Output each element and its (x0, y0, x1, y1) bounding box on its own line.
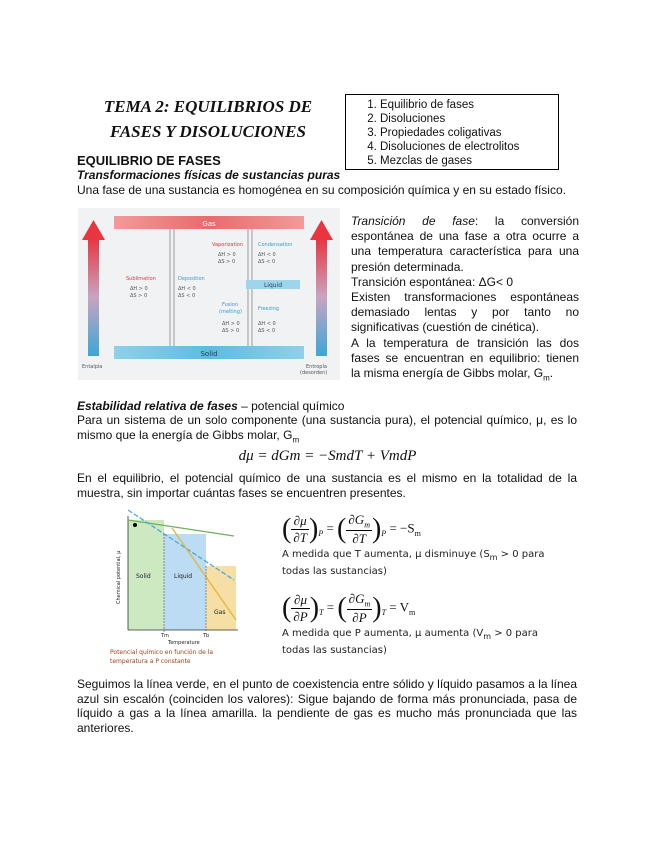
eq2-caption-a: A medida que P aumenta, μ aumenta (V (282, 628, 484, 639)
condensation-ds: ΔS < 0 (258, 259, 276, 265)
liquid-region (164, 534, 206, 630)
fusion-dh: ΔH > 0 (222, 321, 240, 327)
eq1-caption-c: todas las sustancias) (282, 566, 387, 577)
deposition-ds: ΔS < 0 (178, 293, 196, 299)
sublimation-ds: ΔS > 0 (130, 293, 148, 299)
phase-transition-text (351, 214, 579, 386)
solid-label: Solid (200, 350, 218, 358)
vaporization-ds: ΔS > 0 (218, 259, 236, 265)
phase-transition-definition (351, 214, 579, 275)
equation-1-caption: A medida que T aumenta, μ disminuye ($S_m > 0$ para todas las sustancias) (282, 549, 545, 577)
deposition-label: Deposition (178, 276, 205, 282)
freezing-label: Freezing (258, 306, 279, 312)
title-line-1: TEMA 2: EQUILIBRIOS DE (103, 97, 313, 116)
title-line-2: FASES Y DISOLUCIONES (110, 122, 306, 141)
eq1-rhs: = −S (389, 520, 415, 536)
solid-region-label: Solid (136, 573, 151, 580)
slow-transformations: Existen transformaciones espontáneas demasiado lentas y por tanto no significativas (cuestión de cinética). (351, 290, 579, 335)
enthalpy-arrow-head (82, 220, 105, 240)
phase-transition-desc: : la conversión espontánea de una fase a otra ocurre a una temperatura característica para una presión determinada. (351, 214, 579, 274)
gas-region-label: Gas (214, 609, 226, 616)
entropy-axis-label: Entropía (306, 364, 327, 370)
condensation-dh: ΔH < 0 (258, 252, 276, 258)
table-of-contents (345, 94, 559, 170)
sublimation-label: Sublimation (126, 276, 156, 282)
final-paragraph: Seguimos la línea verde, en el punto de coexistencia entre sólido y líquido pasamos a la línea azul sin escalón (coinciden los valores): Sigue bajando de forma más pronunciada, pasa de líquido a gas a la línea amarilla. la pendiente de gas es mucho más pronunciada que las anteriores. (77, 677, 577, 735)
eq2-caption-c: todas las sustancias) (282, 645, 387, 656)
sublimation-dh: ΔH > 0 (130, 286, 148, 292)
point-marker (133, 523, 137, 527)
section-heading: EQUILIBRIO DE FASES (77, 153, 221, 168)
derivative-equations (282, 512, 572, 658)
entropy-arrow (316, 238, 327, 356)
stability-heading-rest: – potencial químico (237, 399, 345, 413)
equilibrium-paragraph: En el equilibrio, el potencial químico de una sustancia es el mismo en la totalidad de la muestra, sin importar cuántas fases se encuentren presentes. (77, 471, 577, 500)
eq2-rhs: = V (389, 599, 410, 615)
melting-label: (melting) (219, 309, 242, 315)
vaporization-dh: ΔH > 0 (218, 252, 236, 258)
toc-item: 4. Disoluciones de electrolitos (380, 140, 552, 154)
fusion-ds: ΔS > 0 (222, 328, 240, 334)
equation-2-caption: A medida que P aumenta, μ aumenta ($V_m > 0$ para todas las sustancias) (282, 628, 539, 656)
enthalpy-axis-label: Entalpía (82, 364, 103, 370)
toc-item: 1. Equilibrio de fases (380, 98, 552, 112)
eq1-caption-a: A medida que T aumenta, μ disminuye (S (282, 549, 490, 560)
equilibrium-text: A la temperatura de transición las dos fases se encuentran en equilibrio: tienen la misma energía de Gibbs molar, G (351, 335, 579, 381)
eq1-caption-b: > 0 para (497, 549, 545, 560)
chemical-potential-svg (108, 508, 240, 668)
eq2-caption-b: > 0 para (491, 628, 539, 639)
liquid-region-label: Liquid (174, 573, 193, 580)
freezing-ds: ΔS < 0 (258, 328, 276, 334)
tb-label: Tb (203, 633, 210, 639)
entropy-arrow-head (310, 220, 333, 240)
enthalpy-arrow (88, 238, 99, 356)
chemical-potential-paragraph (77, 413, 577, 447)
x-axis-label: Temperature (168, 640, 200, 646)
gm-subscript-2: m (292, 434, 300, 444)
liquid-label: Liquid (263, 282, 283, 289)
stability-heading (77, 399, 344, 413)
stability-heading-bold: Estabilidad relativa de fases (77, 399, 238, 413)
freezing-dh: ΔH < 0 (258, 321, 276, 327)
chemical-potential-chart (108, 508, 240, 668)
vaporization-label: Vaporization (212, 242, 244, 248)
phase-transition-svg (78, 208, 340, 380)
gas-label: Gas (202, 220, 216, 228)
equation-1: ( $\frac{\partial\mu}{\partial T}$ )$_P$ = ( $\frac{\partial G_m}{\partial T}$ )$_P = -S_m$ (282, 512, 421, 546)
fusion-label: Fusion (222, 302, 238, 308)
deposition-dh: ΔH < 0 (178, 286, 196, 292)
phase-transition-term: Transición de fase (351, 214, 475, 228)
figure2-caption-1: Potencial químico en función de la (110, 649, 214, 656)
figure2-caption-2: temperatura a P constante (110, 658, 191, 665)
intro-paragraph: Una fase de una sustancia es homogénea en su composición química y en su estado físico. (77, 183, 566, 197)
equation-2: ( $\frac{\partial\mu}{\partial P}$ )$_T$ = ( $\frac{\partial G_m}{\partial P}$ )$_T = V_m$ (282, 591, 416, 625)
phase-transition-diagram (78, 208, 340, 380)
condensation-label: Condensation (258, 242, 293, 248)
gibbs-formula: dμ = dGm = −SmdT + VmdP (238, 448, 417, 464)
document-title (88, 94, 328, 144)
equilibrium-transition: A la temperatura de transición las dos fases se encuentran en equilibrio: tienen la misma energía de Gibbs molar, $G_m$. (351, 335, 579, 383)
toc-item: 3. Propiedades coligativas (380, 126, 552, 140)
gm-subscript: m (543, 373, 550, 383)
tm-label: Tm (161, 633, 169, 639)
toc-item: 2. Disoluciones (380, 112, 552, 126)
entropy-axis-sublabel: (desorden) (300, 370, 328, 376)
y-axis-label: Chemical potential, μ (116, 550, 122, 604)
spontaneous-transition: Transición espontánea: ΔG< 0 (351, 274, 513, 289)
toc-item: 5. Mezclas de gases (380, 154, 552, 168)
section-subheading: Transformaciones físicas de sustancias puras (77, 168, 341, 182)
chemical-potential-text: Para un sistema de un solo componente (una sustancia pura), el potencial químico, μ, es lo mismo que la energía de Gibbs molar, G (77, 413, 577, 442)
